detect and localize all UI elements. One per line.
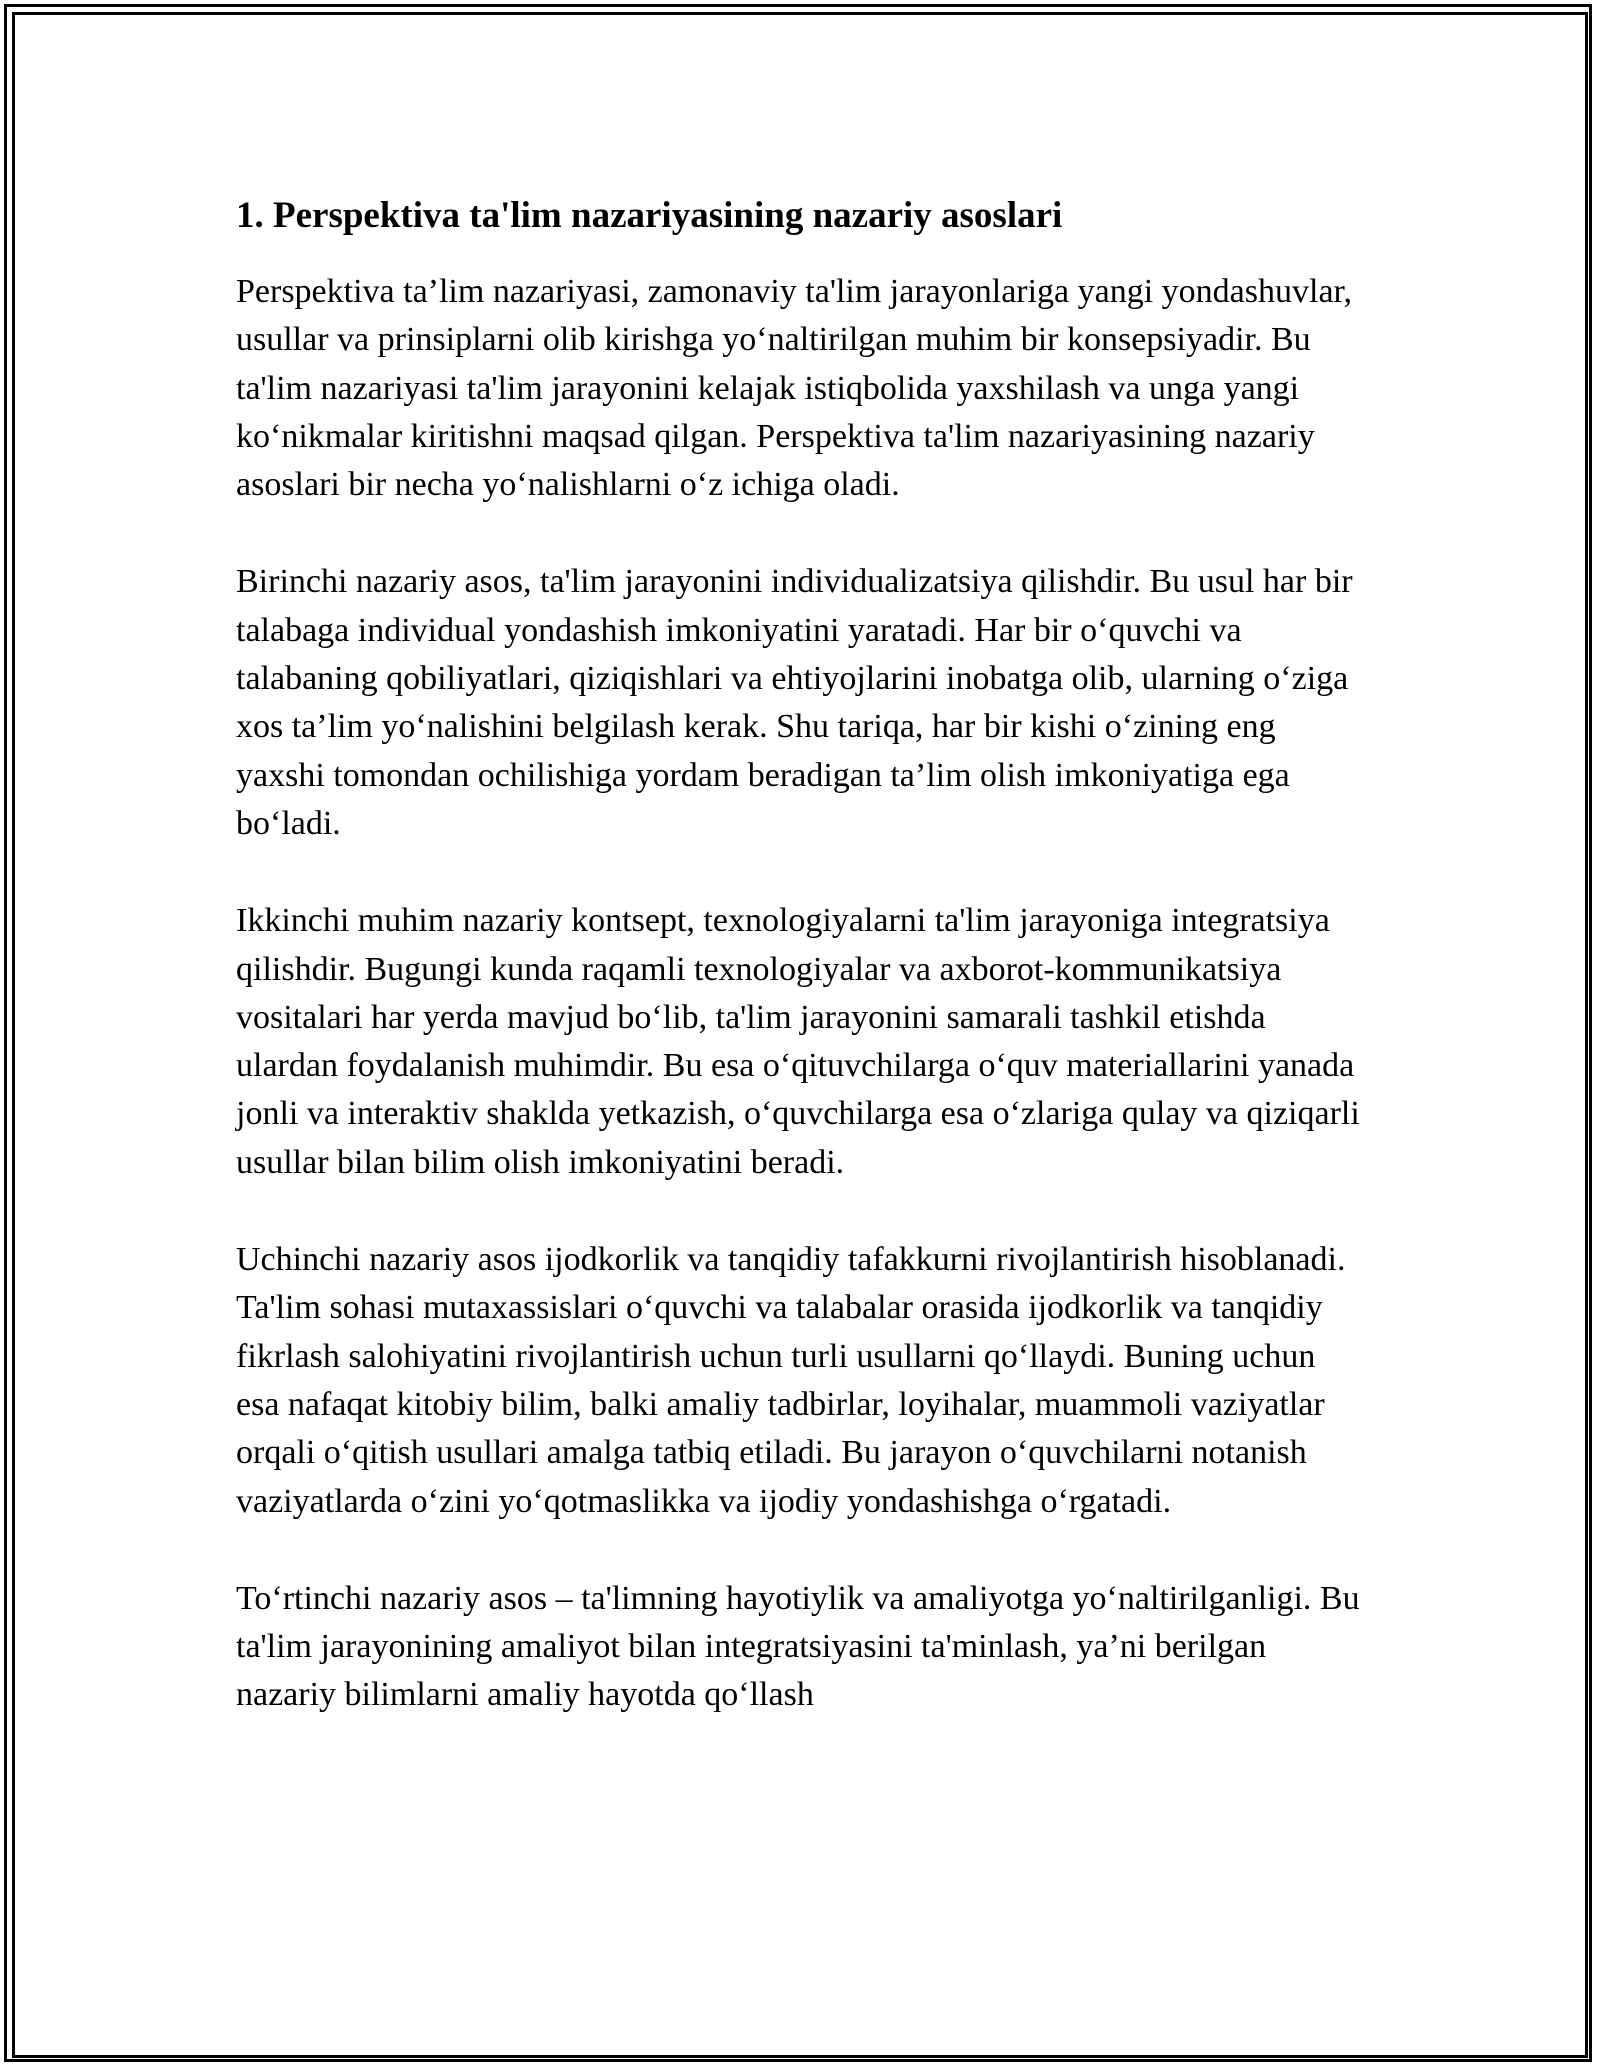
document-body [236,186,1366,1769]
paragraph-intro: Perspektiva ta’lim nazariyasi, zamonaviy ta'lim jarayonlariga yangi yondashuvlar, usullar va prinsiplarni olib kirishga yo‘naltirilgan muhim bir konsepsiyadir. Bu ta'lim nazariyasi ta'lim jarayonini kelajak istiqbolida yaxshilash va unga yangi ko‘nikmalar kiritishni maqsad qilgan. Perspektiva ta'lim nazariyasining nazariy asoslari bir necha yo‘nalishlarni o‘z ichiga oladi. [236,273,1353,504]
section-heading: 1. Perspektiva ta'lim nazariyasining nazariy asoslari [236,195,1063,236]
paragraph-second-concept: Ikkinchi muhim nazariy kontsept, texnologiyalarni ta'lim jarayoniga integratsiya qilishdir. Bugungi kunda raqamli texnologiyalar va axborot-kommunikatsiya vositalari har yerda mavjud bo‘lib, ta'lim jarayonini samarali tashkil etishda ulardan foydalanish muhimdir. Bu esa o‘qituvchilarga o‘quv materiallarini yanada jonli va interaktiv shaklda yetkazish, o‘quvchilarga esa o‘zlariga qulay va qiziqarli usullar bilan bilim olish imkoniyatini beradi. [236,902,1360,1181]
paragraph-fourth-basis: To‘rtinchi nazariy asos – ta'limning hayotiylik va amaliyotga yo‘naltirilganligi. Bu ta'lim jarayonining amaliyot bilan integratsiyasini ta'minlash, ya’ni berilgan nazariy bilimlarni amaliy hayotda qo‘llash [236,1579,1360,1714]
paragraph-third-basis: Uchinchi nazariy asos ijodkorlik va tanqidiy tafakkurni rivojlantirish hisoblanadi. Ta'lim sohasi mutaxassislari o‘quvchi va talabalar orasida ijodkorlik va tanqidiy fikrlash salohiyatini rivojlantirish uchun turli usullarni qo‘llaydi. Buning uchun esa nafaqat kitobiy bilim, balki amaliy tadbirlar, loyihalar, muammoli vaziyatlar orqali o‘qitish usullari amalga tatbiq etiladi. Bu jarayon o‘quvchilarni notanish vaziyatlarda o‘zini yo‘qotmaslikka va ijodiy yondashishga o‘rgatadi. [236,1241,1346,1520]
paragraph-first-basis: Birinchi nazariy asos, ta'lim jarayonini individualizatsiya qilishdir. Bu usul har bir talabaga individual yondashish imkoniyatini yaratadi. Har bir o‘quvchi va talabaning qobiliyatlari, qiziqishlari va ehtiyojlarini inobatga olib, ularning o‘ziga xos ta’lim yo‘nalishini belgilash kerak. Shu tariqa, har bir kishi o‘zining eng yaxshi tomondan ochilishiga yordam beradigan ta’lim olish imkoniyatiga ega bo‘ladi. [236,563,1353,842]
